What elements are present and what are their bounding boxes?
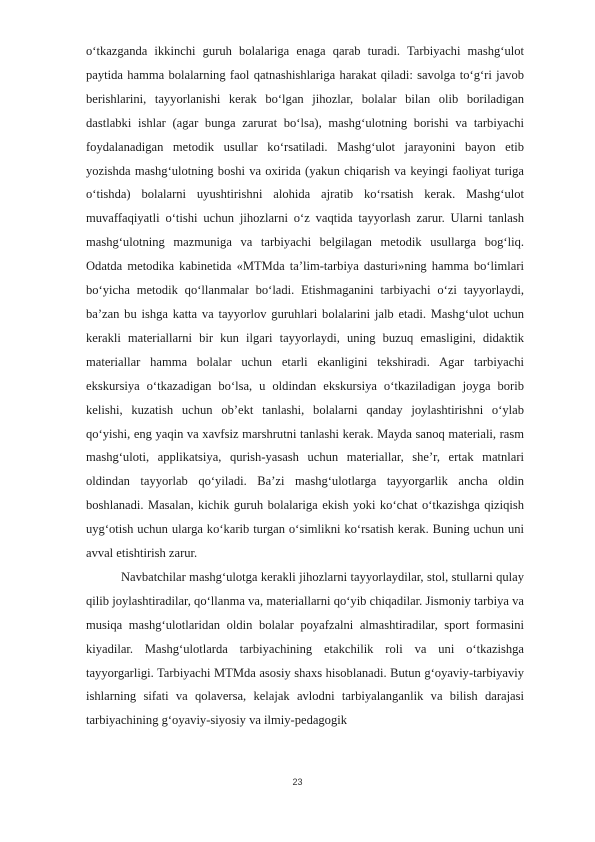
body-text (86, 40, 524, 733)
page-number: 23 (292, 777, 303, 787)
paragraph-1: o‘tkazganda ikkinchi guruh bolalariga enaga qarab turadi. Tarbiyachi mashg‘ulot paytida hamma bolalarning faol qatnashishlariga harakat qiladi: savolga to‘g‘ri javob berishlarini, tayyorlanishi kerak bo‘lgan jihozlar, bolalar bilan olib boriladigan dastlabki ishlar (agar bunga zarurat bo‘lsa), mashg‘ulotning borishi va tarbiyachi foydalanadigan metodik usullar ko‘rsatiladi. Mashg‘ulot jarayonini bayon etib yozishda mashg‘ulotning boshi va oxirida (yakun chiqarish va keyingi faoliyat turiga o‘tishda) bolalarni uyushtirishni alohida ajratib ko‘rsatish kerak. Mashg‘ulot muvaffaqiyatli o‘tishi uchun jihozlarni o‘z vaqtida tayyorlash zarur. Ularni tanlash mashg‘ulotning mazmuniga va tarbiyachi belgilagan metodik usullarga bog‘liq. Odatda metodika kabinetida «MTMda ta’lim-tarbiya dasturi»ning hamma bo‘limlari bo‘yicha metodik qo‘llanmalar bo‘ladi. Etishmaganini tarbiyachi o‘zi tayyorlaydi, ba’zan bu ishga katta va tayyorlov guruhlari bolalarini jalb etadi. Mashg‘ulot uchun kerakli materiallarni bir kun ilgari tayyorlaydi, uning buzuq emasligini, didaktik materiallar hamma bolalar uchun etarli ekanligini tekshiradi. Agar tarbiyachi ekskursiya o‘tkazadigan bo‘lsa, u oldindan ekskursiya o‘tkaziladigan joyga borib kelishi, kuzatish uchun ob’ekt tanlashi, bolalarni qanday joylashtirishni o‘ylab qo‘yishi, eng yaqin va xavfsiz marshrutni tanlashi kerak. Mayda sanoq materiali, rasm mashg‘uloti, applikatsiya, qurish-yasash uchun materiallar, she’r, ertak matnlari oldindan tayyorlab qo‘yiladi. Ba’zi mashg‘ulotlarga tayyorgarlik ancha oldin boshlanadi. Masalan, kichik guruh bolalariga ekish yoki ko‘chat o‘tkazishga qiziqish uyg‘otish uchun ularga ko‘karib turgan o‘simlikni ko‘rsatish kerak. Buning uchun uni avval etishtirish zarur. (86, 44, 524, 561)
paragraph-2: Navbatchilar mashg‘ulotga kerakli jihozlarni tayyorlaydilar, stol, stullarni qulay qilib joylashtiradilar, qo‘llanma va, materiallarni qo‘yib chiqadilar. Jismoniy tarbiya va musiqa mashg‘ulotlaridan oldin bolalar poyafzalni almashtiradilar, sport formasini kiyadilar. Mashg‘ulotlarda tarbiyachining etakchilik roli va uni o‘tkazishga tayyorgarligi. Tarbiyachi MTMda asosiy shaxs hisoblanadi. Butun g‘oyaviy-tarbiyaviy ishlarning sifati va qolaversa, kelajak avlodni tarbiyalanganlik va bilish darajasi tarbiyachining g‘oyaviy-siyosiy va ilmiy-pedagogik (86, 569, 524, 728)
